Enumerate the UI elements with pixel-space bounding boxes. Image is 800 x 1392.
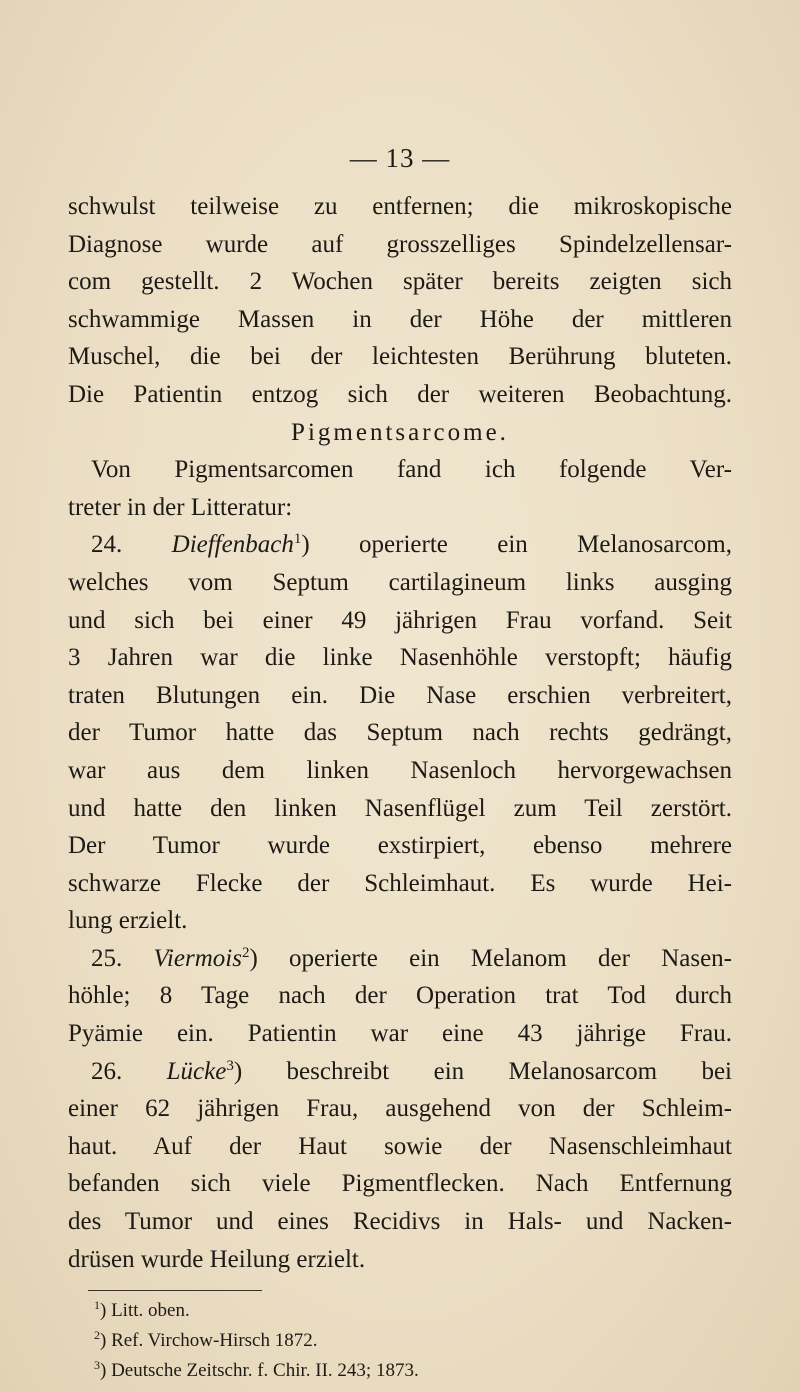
text-line: 3 Jahren war die linke Nasenhöhle verstopft; häufig — [68, 644, 732, 672]
text-line: schwarze Flecke der Schleimhaut. Es wurde Hei- — [68, 869, 732, 897]
text-line: com gestellt. 2 Wochen später bereits zeigten sich — [68, 268, 732, 296]
case-24-first-line — [68, 526, 732, 564]
text-line: des Tumor und eines Recidivs in Hals- und Nacken- — [68, 1208, 732, 1236]
text-run: ) beschreibt ein Melanosarcom bei — [233, 1057, 733, 1085]
text-line: welches vom Septum cartilagineum links ausging — [68, 568, 732, 596]
text-line: Von Pigmentsarcomen fand ich folgende Ver- — [91, 456, 732, 484]
case-number: 26. — [91, 1057, 123, 1085]
text-line: Muschel, die bei der leichtesten Berührung bluteten. — [68, 343, 732, 371]
body-text — [68, 188, 732, 1278]
text-line: und sich bei einer 49 jährigen Frau vorfand. Seit — [68, 606, 732, 634]
footnote-ref: 3 — [226, 1057, 234, 1074]
footnote-text: ) Deutsche Zeitschr. f. Chir. II. 243; 1873. — [100, 1360, 419, 1381]
text-line: treter in der Litteratur: — [68, 493, 293, 521]
author-name: Lücke — [166, 1057, 227, 1085]
text-line: drüsen wurde Heilung erzielt. — [68, 1245, 366, 1273]
footnote-text: ) Litt. oben. — [100, 1300, 190, 1321]
footnote-1 — [94, 1296, 694, 1326]
text-line: befanden sich viele Pigmentflecken. Nach Entfernung — [68, 1170, 732, 1198]
case-number: 25. — [91, 944, 123, 972]
footnote-mark: 2 — [94, 1328, 100, 1342]
footnote-text: ) Ref. Virchow-Hirsch 1872. — [100, 1330, 318, 1351]
author-name: Viermois — [153, 944, 242, 972]
text-line: schwulst teilweise zu entfernen; die mikroskopische — [68, 193, 732, 220]
case-number: 24. — [91, 531, 123, 559]
text-line: Pyämie ein. Patientin war eine 43 jährige Frau. — [68, 1020, 732, 1048]
footnote-ref: 1 — [293, 531, 302, 548]
footnote-2 — [94, 1326, 694, 1356]
text-line: höhle; 8 Tage nach der Operation trat Tod durch — [68, 982, 732, 1010]
footnote-3 — [94, 1356, 694, 1386]
footnotes — [94, 1296, 694, 1386]
footnote-divider — [88, 1290, 262, 1291]
text-line: lung erzielt. — [68, 907, 188, 935]
case-26-first-line — [68, 1053, 732, 1091]
text-line: Diagnose wurde auf grosszelliges Spindelzellensar- — [68, 230, 732, 258]
text-line: Die Patientin entzog sich der weiteren Beobachtung. — [68, 380, 732, 408]
case-25-first-line — [68, 940, 732, 978]
section-heading: Pigmentsarcome. — [291, 418, 509, 446]
text-line: haut. Auf der Haut sowie der Nasenschleimhaut — [68, 1132, 732, 1160]
footnote-mark: 1 — [94, 1298, 100, 1312]
page-number: — 13 — — [349, 143, 451, 173]
text-line: einer 62 jährigen Frau, ausgehend von der Schleim- — [68, 1095, 732, 1123]
text-line: der Tumor hatte das Septum nach rechts gedrängt, — [68, 719, 732, 747]
text-run: ) operierte ein Melanosarcom, — [301, 531, 732, 559]
footnote-mark: 3 — [94, 1358, 100, 1372]
text-line: war aus dem linken Nasenloch hervorgewachsen — [68, 756, 732, 784]
text-line: und hatte den linken Nasenflügel zum Teil zerstört. — [68, 794, 732, 822]
author-name: Dieffenbach — [171, 531, 294, 559]
footnote-ref: 2 — [241, 944, 250, 961]
text-line: schwammige Massen in der Höhe der mittleren — [68, 305, 732, 333]
text-line: Der Tumor wurde exstirpiert, ebenso mehrere — [68, 832, 732, 860]
text-line: traten Blutungen ein. Die Nase erschien verbreitert, — [68, 681, 732, 709]
text-run: ) operierte ein Melanom der Nasen- — [249, 944, 732, 972]
